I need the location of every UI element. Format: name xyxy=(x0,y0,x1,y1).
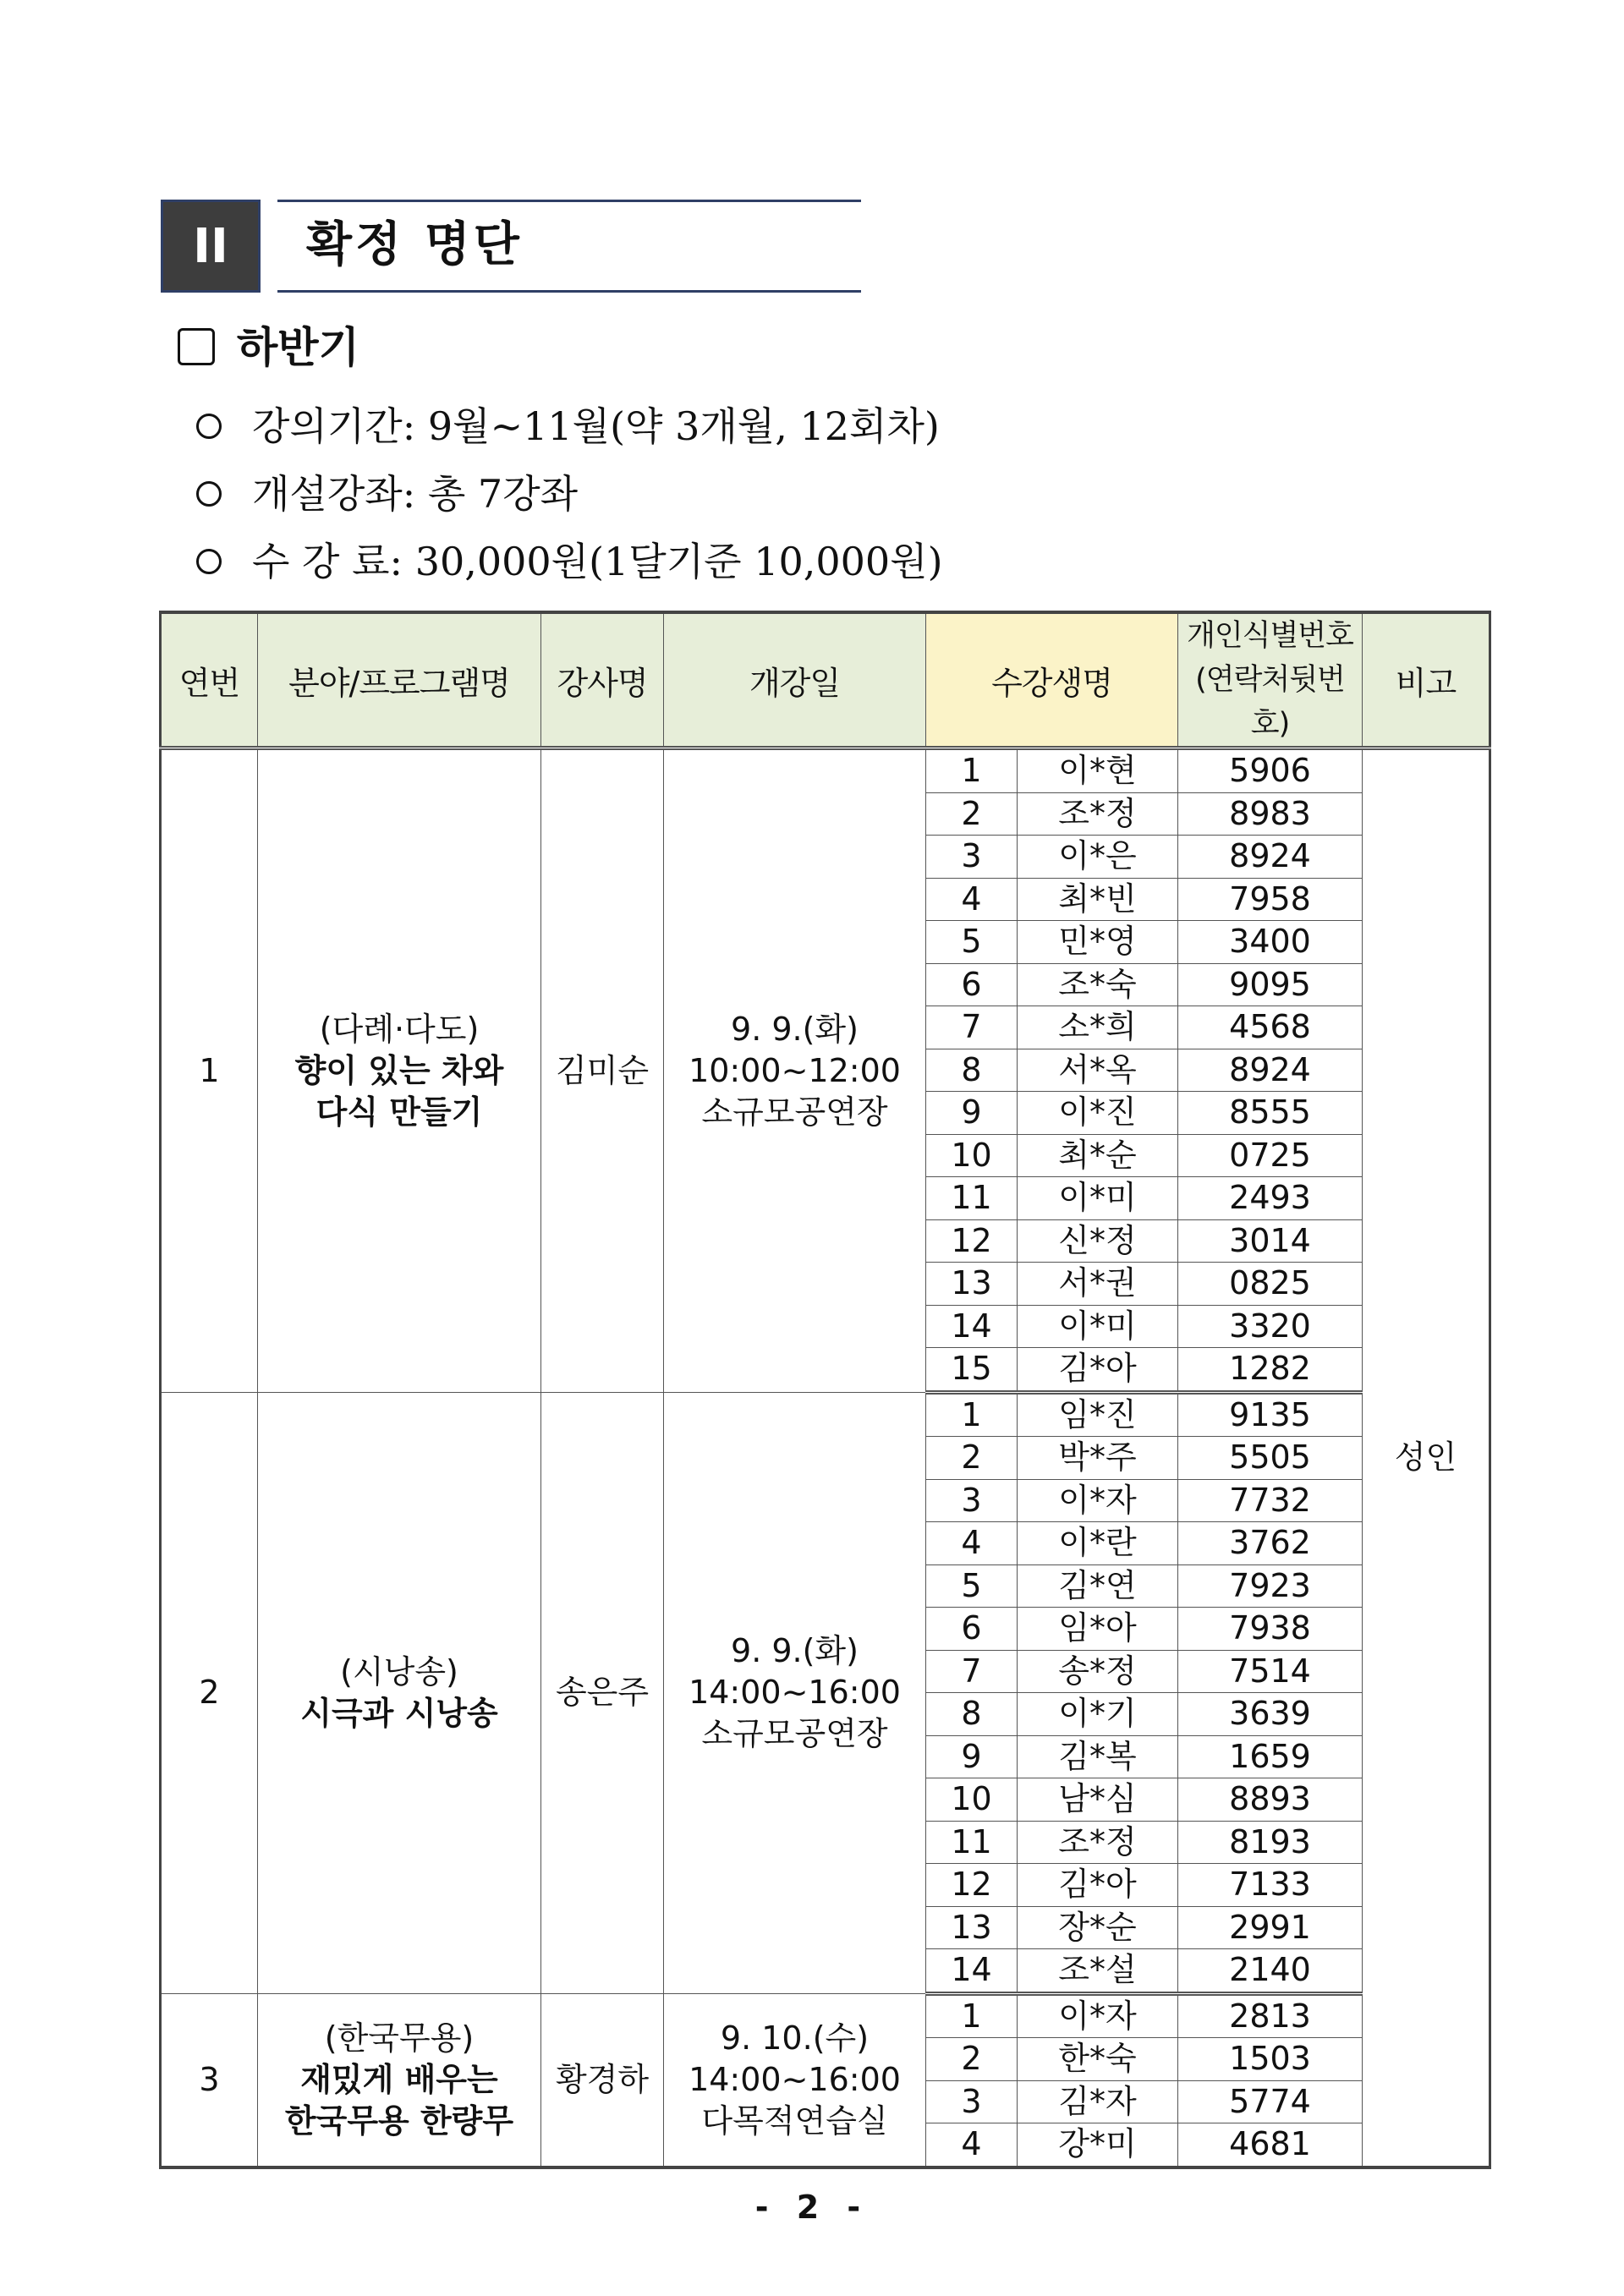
table-row xyxy=(161,1993,1490,2038)
program-name-line: 시극과 시낭송 xyxy=(300,1694,498,1732)
cell-student-name: 최*빈 xyxy=(1018,878,1178,921)
cell-group-no: 2 xyxy=(161,1392,258,1993)
header-personal-id: 개인식별번호 (연락처뒷번호) xyxy=(1178,612,1363,748)
circle-bullet-icon xyxy=(196,414,222,439)
cell-student-name: 김*연 xyxy=(1018,1564,1178,1608)
circle-bullet-icon xyxy=(196,481,222,507)
cell-student-no: 14 xyxy=(926,1949,1018,1994)
open-date-line: 14:00~16:00 xyxy=(689,2060,901,2098)
section-title: 확정 명단 xyxy=(306,217,523,272)
cell-student-name: 송*정 xyxy=(1018,1650,1178,1693)
cell-group-no: 3 xyxy=(161,1993,258,2167)
program-field: (시낭송) xyxy=(340,1652,458,1690)
cell-student-no: 6 xyxy=(926,1608,1018,1651)
cell-student-name: 이*현 xyxy=(1018,748,1178,793)
subsection-title: 하반기 xyxy=(237,323,359,372)
cell-student-name: 이*자 xyxy=(1018,1993,1178,2038)
program-field: (한국무용) xyxy=(324,2019,475,2057)
cell-student-id: 7514 xyxy=(1178,1650,1363,1693)
cell-student-id: 5906 xyxy=(1178,748,1363,793)
cell-student-no: 10 xyxy=(926,1778,1018,1822)
cell-student-no: 1 xyxy=(926,748,1018,793)
open-date-line: 10:00~12:00 xyxy=(689,1051,901,1089)
cell-student-no: 6 xyxy=(926,963,1018,1006)
cell-student-id: 3762 xyxy=(1178,1522,1363,1565)
info-courses xyxy=(196,467,578,521)
header-program: 분야/프로그램명 xyxy=(258,612,541,748)
cell-student-no: 4 xyxy=(926,2123,1018,2167)
program-name-line: 향이 있는 차와 xyxy=(294,1051,504,1089)
cell-student-no: 9 xyxy=(926,1092,1018,1135)
cell-student-id: 2140 xyxy=(1178,1949,1363,1994)
cell-student-id: 8924 xyxy=(1178,1049,1363,1092)
open-date-line: 소규모공연장 xyxy=(701,1715,888,1752)
cell-student-id: 1282 xyxy=(1178,1348,1363,1393)
cell-student-id: 7923 xyxy=(1178,1564,1363,1608)
cell-student-name: 남*심 xyxy=(1018,1778,1178,1822)
cell-student-no: 12 xyxy=(926,1864,1018,1907)
cell-student-id: 3400 xyxy=(1178,921,1363,964)
cell-student-id: 7958 xyxy=(1178,878,1363,921)
roster-body xyxy=(161,748,1490,2167)
header-open-date: 개강일 xyxy=(664,612,926,748)
cell-open-date xyxy=(664,748,926,1393)
cell-student-name: 이*기 xyxy=(1018,1693,1178,1736)
open-date-line: 소규모공연장 xyxy=(701,1093,888,1131)
circle-bullet-icon xyxy=(196,549,222,574)
cell-student-name: 이*자 xyxy=(1018,1479,1178,1522)
section-rule-top xyxy=(277,200,861,202)
cell-student-no: 5 xyxy=(926,1564,1018,1608)
cell-student-no: 14 xyxy=(926,1305,1018,1348)
cell-student-no: 2 xyxy=(926,1437,1018,1480)
cell-student-no: 7 xyxy=(926,1006,1018,1049)
cell-instructor: 송은주 xyxy=(541,1392,664,1993)
cell-student-no: 4 xyxy=(926,1522,1018,1565)
cell-student-no: 5 xyxy=(926,921,1018,964)
info-label: 수 강 료: xyxy=(252,539,403,584)
cell-student-id: 4568 xyxy=(1178,1006,1363,1049)
roster-table xyxy=(159,611,1491,2169)
cell-student-name: 조*정 xyxy=(1018,1821,1178,1864)
cell-open-date xyxy=(664,1993,926,2167)
cell-student-name: 소*희 xyxy=(1018,1006,1178,1049)
cell-student-no: 1 xyxy=(926,1993,1018,2038)
open-date-line: 다목적연습실 xyxy=(701,2101,888,2140)
cell-student-no: 11 xyxy=(926,1821,1018,1864)
cell-student-name: 이*은 xyxy=(1018,836,1178,879)
cell-student-name: 장*순 xyxy=(1018,1906,1178,1949)
cell-student-no: 3 xyxy=(926,2080,1018,2123)
cell-student-id: 1659 xyxy=(1178,1735,1363,1778)
cell-instructor: 황경하 xyxy=(541,1993,664,2167)
cell-student-no: 2 xyxy=(926,792,1018,836)
cell-student-no: 1 xyxy=(926,1392,1018,1437)
cell-student-no: 2 xyxy=(926,2038,1018,2081)
square-bullet-icon xyxy=(178,328,215,365)
cell-student-name: 서*옥 xyxy=(1018,1049,1178,1092)
cell-student-name: 조*설 xyxy=(1018,1949,1178,1994)
header-note: 비고 xyxy=(1363,612,1490,748)
info-lecture-period xyxy=(196,399,940,453)
cell-student-name: 서*권 xyxy=(1018,1263,1178,1306)
cell-instructor: 김미순 xyxy=(541,748,664,1393)
table-row xyxy=(161,1392,1490,1437)
cell-program xyxy=(258,748,541,1393)
cell-student-name: 신*정 xyxy=(1018,1219,1178,1263)
cell-student-name: 김*아 xyxy=(1018,1864,1178,1907)
cell-student-id: 5505 xyxy=(1178,1437,1363,1480)
cell-student-name: 한*숙 xyxy=(1018,2038,1178,2081)
cell-student-name: 박*주 xyxy=(1018,1437,1178,1480)
program-field: (다례·다도) xyxy=(319,1010,480,1048)
cell-student-name: 임*아 xyxy=(1018,1608,1178,1651)
cell-student-no: 13 xyxy=(926,1263,1018,1306)
cell-student-id: 7938 xyxy=(1178,1608,1363,1651)
cell-student-name: 김*아 xyxy=(1018,1348,1178,1393)
cell-student-id: 2493 xyxy=(1178,1177,1363,1220)
cell-student-no: 8 xyxy=(926,1049,1018,1092)
cell-student-name: 김*자 xyxy=(1018,2080,1178,2123)
table-header-row xyxy=(161,612,1490,748)
info-label: 개설강좌: xyxy=(252,471,416,517)
cell-student-id: 8983 xyxy=(1178,792,1363,836)
info-fee xyxy=(196,534,943,589)
cell-student-no: 4 xyxy=(926,878,1018,921)
cell-student-id: 8555 xyxy=(1178,1092,1363,1135)
section-number-badge: II xyxy=(161,200,261,293)
cell-program xyxy=(258,1392,541,1993)
header-no: 연번 xyxy=(161,612,258,748)
open-date-line: 14:00~16:00 xyxy=(689,1674,901,1711)
cell-student-name: 강*미 xyxy=(1018,2123,1178,2167)
cell-student-no: 9 xyxy=(926,1735,1018,1778)
cell-student-id: 4681 xyxy=(1178,2123,1363,2167)
cell-student-no: 13 xyxy=(926,1906,1018,1949)
program-name-line: 재밌게 배우는 xyxy=(300,2060,498,2098)
cell-student-name: 조*정 xyxy=(1018,792,1178,836)
header-students: 수강생명 xyxy=(926,612,1178,748)
cell-student-name: 조*숙 xyxy=(1018,963,1178,1006)
cell-student-id: 3639 xyxy=(1178,1693,1363,1736)
cell-student-id: 3014 xyxy=(1178,1219,1363,1263)
cell-student-name: 이*란 xyxy=(1018,1522,1178,1565)
cell-open-date xyxy=(664,1392,926,1993)
cell-student-id: 8193 xyxy=(1178,1821,1363,1864)
cell-student-name: 이*미 xyxy=(1018,1177,1178,1220)
section-rule-bottom xyxy=(277,290,861,293)
cell-student-name: 임*진 xyxy=(1018,1392,1178,1437)
cell-student-no: 8 xyxy=(926,1693,1018,1736)
page-number: - 2 - xyxy=(754,2189,870,2226)
cell-student-id: 5774 xyxy=(1178,2080,1363,2123)
cell-student-no: 12 xyxy=(926,1219,1018,1263)
cell-student-id: 0825 xyxy=(1178,1263,1363,1306)
cell-student-name: 이*미 xyxy=(1018,1305,1178,1348)
cell-student-no: 15 xyxy=(926,1348,1018,1393)
cell-student-id: 9095 xyxy=(1178,963,1363,1006)
header-instructor: 강사명 xyxy=(541,612,664,748)
open-date-line: 9. 9.(화) xyxy=(731,1632,859,1669)
info-value: 30,000원(1달기준 10,000원) xyxy=(414,539,943,584)
info-label: 강의기간: xyxy=(252,403,416,449)
cell-note: 성인 xyxy=(1363,748,1490,2167)
cell-student-name: 김*복 xyxy=(1018,1735,1178,1778)
cell-student-id: 7133 xyxy=(1178,1864,1363,1907)
info-value: 총 7강좌 xyxy=(427,471,579,517)
cell-student-id: 1503 xyxy=(1178,2038,1363,2081)
cell-student-id: 8893 xyxy=(1178,1778,1363,1822)
program-name-line: 한국무용 한량무 xyxy=(284,2101,514,2140)
cell-student-no: 11 xyxy=(926,1177,1018,1220)
cell-student-id: 2991 xyxy=(1178,1906,1363,1949)
cell-student-id: 0725 xyxy=(1178,1134,1363,1177)
table-row xyxy=(161,748,1490,793)
cell-student-no: 10 xyxy=(926,1134,1018,1177)
open-date-line: 9. 9.(화) xyxy=(731,1010,859,1048)
cell-student-id: 7732 xyxy=(1178,1479,1363,1522)
cell-student-id: 2813 xyxy=(1178,1993,1363,2038)
cell-student-name: 이*진 xyxy=(1018,1092,1178,1135)
cell-group-no: 1 xyxy=(161,748,258,1393)
cell-student-name: 최*순 xyxy=(1018,1134,1178,1177)
cell-student-id: 9135 xyxy=(1178,1392,1363,1437)
cell-program xyxy=(258,1993,541,2167)
info-value: 9월~11월(약 3개월, 12회차) xyxy=(427,403,940,449)
cell-student-id: 3320 xyxy=(1178,1305,1363,1348)
program-name-line: 다식 만들기 xyxy=(315,1093,483,1131)
cell-student-no: 7 xyxy=(926,1650,1018,1693)
cell-student-no: 3 xyxy=(926,1479,1018,1522)
cell-student-no: 3 xyxy=(926,836,1018,879)
cell-student-id: 8924 xyxy=(1178,836,1363,879)
open-date-line: 9. 10.(수) xyxy=(720,2019,870,2057)
cell-student-name: 민*영 xyxy=(1018,921,1178,964)
